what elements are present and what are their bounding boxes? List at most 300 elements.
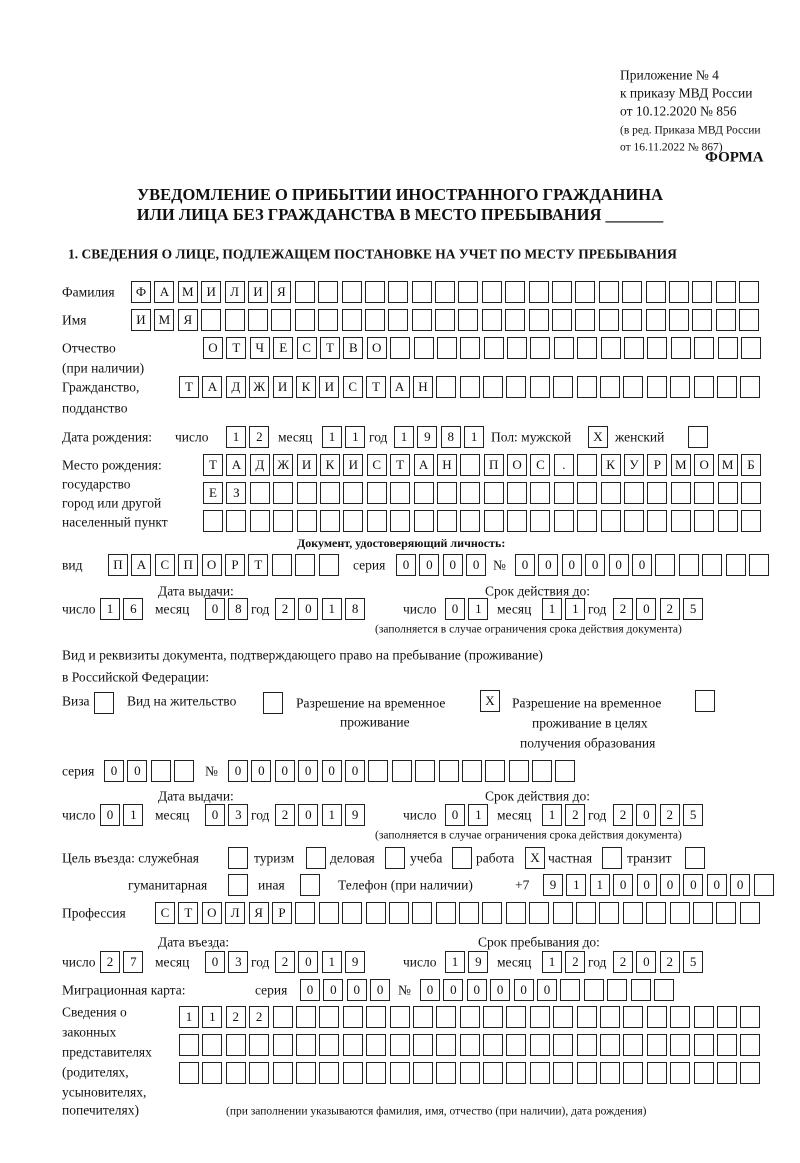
char-cell[interactable]: 2	[565, 804, 585, 826]
char-cell[interactable]: 5	[683, 598, 703, 620]
birth-year-field[interactable]	[394, 426, 488, 448]
char-cell[interactable]	[249, 1034, 269, 1056]
char-cell[interactable]	[575, 309, 595, 331]
char-cell[interactable]: 2	[660, 598, 680, 620]
char-cell[interactable]: И	[319, 376, 339, 398]
char-cell[interactable]	[392, 760, 412, 782]
char-cell[interactable]	[366, 1006, 386, 1028]
char-cell[interactable]: 0	[104, 760, 124, 782]
char-cell[interactable]	[607, 979, 627, 1001]
char-cell[interactable]	[552, 281, 572, 303]
char-cell[interactable]	[437, 337, 457, 359]
char-cell[interactable]: 1	[468, 598, 488, 620]
char-cell[interactable]	[647, 337, 667, 359]
char-cell[interactable]: С	[343, 376, 363, 398]
char-cell[interactable]	[669, 281, 689, 303]
char-cell[interactable]	[439, 760, 459, 782]
purpose-work-checkbox[interactable]	[525, 847, 548, 869]
char-cell[interactable]	[174, 760, 194, 782]
char-cell[interactable]	[390, 1062, 410, 1084]
char-cell[interactable]	[484, 482, 504, 504]
representatives-row-3[interactable]	[179, 1062, 764, 1084]
char-cell[interactable]: 7	[123, 951, 143, 973]
char-cell[interactable]	[365, 309, 385, 331]
char-cell[interactable]: Е	[203, 482, 223, 504]
stay-until-month[interactable]	[542, 951, 589, 973]
char-cell[interactable]: 0	[609, 554, 629, 576]
char-cell[interactable]	[718, 482, 738, 504]
char-cell[interactable]	[343, 1062, 363, 1084]
char-cell[interactable]	[319, 554, 339, 576]
char-cell[interactable]	[226, 1034, 246, 1056]
char-cell[interactable]: 1	[542, 951, 562, 973]
char-cell[interactable]	[390, 1034, 410, 1056]
char-cell[interactable]: 1	[123, 804, 143, 826]
char-cell[interactable]	[413, 1062, 433, 1084]
char-cell[interactable]	[530, 510, 550, 532]
char-cell[interactable]	[226, 510, 246, 532]
char-cell[interactable]: Н	[437, 454, 457, 476]
char-cell[interactable]: Е	[273, 337, 293, 359]
char-cell[interactable]	[623, 1034, 643, 1056]
char-cell[interactable]	[670, 1006, 690, 1028]
char-cell[interactable]	[436, 1062, 456, 1084]
purpose-tourism-checkbox[interactable]	[306, 847, 329, 869]
char-cell[interactable]	[226, 1062, 246, 1084]
char-cell[interactable]: О	[694, 454, 714, 476]
char-cell[interactable]: И	[273, 376, 293, 398]
char-cell[interactable]	[741, 337, 761, 359]
char-cell[interactable]	[600, 1006, 620, 1028]
birth-month-field[interactable]	[322, 426, 369, 448]
char-cell[interactable]	[300, 874, 320, 896]
char-cell[interactable]: М	[154, 309, 174, 331]
char-cell[interactable]	[367, 510, 387, 532]
char-cell[interactable]	[228, 874, 248, 896]
char-cell[interactable]	[623, 1062, 643, 1084]
char-cell[interactable]	[623, 1006, 643, 1028]
char-cell[interactable]: 0	[298, 598, 318, 620]
char-cell[interactable]	[318, 281, 338, 303]
char-cell[interactable]: 0	[300, 979, 320, 1001]
char-cell[interactable]	[530, 1062, 550, 1084]
char-cell[interactable]	[506, 1062, 526, 1084]
char-cell[interactable]: С	[155, 902, 175, 924]
char-cell[interactable]	[716, 281, 736, 303]
migration-card-series-field[interactable]	[300, 979, 394, 1001]
char-cell[interactable]: 2	[660, 804, 680, 826]
stay-doc-number-field[interactable]	[228, 760, 579, 782]
char-cell[interactable]	[740, 902, 760, 924]
char-cell[interactable]: 0	[632, 554, 652, 576]
char-cell[interactable]: 0	[298, 804, 318, 826]
char-cell[interactable]: М	[671, 454, 691, 476]
char-cell[interactable]	[342, 309, 362, 331]
char-cell[interactable]: 0	[467, 979, 487, 1001]
char-cell[interactable]	[319, 1034, 339, 1056]
char-cell[interactable]: И	[343, 454, 363, 476]
char-cell[interactable]: К	[601, 454, 621, 476]
char-cell[interactable]: 2	[249, 1006, 269, 1028]
char-cell[interactable]	[485, 760, 505, 782]
char-cell[interactable]	[692, 281, 712, 303]
char-cell[interactable]: А	[390, 376, 410, 398]
char-cell[interactable]: 1	[468, 804, 488, 826]
char-cell[interactable]	[741, 482, 761, 504]
char-cell[interactable]: X	[525, 847, 545, 869]
char-cell[interactable]: Т	[179, 376, 199, 398]
char-cell[interactable]: Д	[250, 454, 270, 476]
char-cell[interactable]: 0	[683, 874, 703, 896]
char-cell[interactable]: 0	[419, 554, 439, 576]
char-cell[interactable]	[688, 426, 708, 448]
char-cell[interactable]	[320, 482, 340, 504]
char-cell[interactable]	[273, 1034, 293, 1056]
char-cell[interactable]	[151, 760, 171, 782]
char-cell[interactable]: 0	[445, 598, 465, 620]
char-cell[interactable]: Ж	[273, 454, 293, 476]
char-cell[interactable]: 2	[249, 426, 269, 448]
char-cell[interactable]	[271, 309, 291, 331]
char-cell[interactable]: 2	[100, 951, 120, 973]
char-cell[interactable]	[368, 760, 388, 782]
char-cell[interactable]: Ф	[131, 281, 151, 303]
char-cell[interactable]	[225, 309, 245, 331]
char-cell[interactable]: А	[202, 376, 222, 398]
char-cell[interactable]: 1	[202, 1006, 222, 1028]
char-cell[interactable]	[530, 337, 550, 359]
char-cell[interactable]	[577, 1062, 597, 1084]
purpose-transit-checkbox[interactable]	[685, 847, 708, 869]
char-cell[interactable]: 1	[542, 598, 562, 620]
char-cell[interactable]	[530, 482, 550, 504]
char-cell[interactable]: Р	[225, 554, 245, 576]
char-cell[interactable]	[577, 454, 597, 476]
sex-female-checkbox[interactable]	[688, 426, 711, 448]
char-cell[interactable]	[319, 1006, 339, 1028]
char-cell[interactable]	[647, 482, 667, 504]
char-cell[interactable]: 0	[613, 874, 633, 896]
char-cell[interactable]	[575, 281, 595, 303]
char-cell[interactable]: 0	[345, 760, 365, 782]
char-cell[interactable]: 0	[205, 598, 225, 620]
char-cell[interactable]	[671, 482, 691, 504]
char-cell[interactable]: 9	[345, 951, 365, 973]
char-cell[interactable]	[273, 1062, 293, 1084]
char-cell[interactable]: X	[480, 690, 500, 712]
char-cell[interactable]	[599, 281, 619, 303]
char-cell[interactable]	[296, 1034, 316, 1056]
char-cell[interactable]	[553, 1062, 573, 1084]
char-cell[interactable]: П	[178, 554, 198, 576]
char-cell[interactable]	[436, 376, 456, 398]
char-cell[interactable]: С	[297, 337, 317, 359]
char-cell[interactable]	[250, 482, 270, 504]
char-cell[interactable]	[694, 510, 714, 532]
purpose-other-checkbox[interactable]	[300, 874, 323, 896]
char-cell[interactable]	[201, 309, 221, 331]
entry-year[interactable]	[275, 951, 369, 973]
char-cell[interactable]: 0	[585, 554, 605, 576]
char-cell[interactable]	[584, 979, 604, 1001]
char-cell[interactable]	[436, 1006, 456, 1028]
char-cell[interactable]	[295, 281, 315, 303]
stay-doc-valid-month[interactable]	[542, 804, 589, 826]
char-cell[interactable]	[740, 376, 760, 398]
char-cell[interactable]	[412, 309, 432, 331]
char-cell[interactable]	[560, 979, 580, 1001]
char-cell[interactable]: 8	[228, 598, 248, 620]
char-cell[interactable]	[509, 760, 529, 782]
char-cell[interactable]	[435, 309, 455, 331]
char-cell[interactable]	[320, 510, 340, 532]
char-cell[interactable]: Т	[320, 337, 340, 359]
char-cell[interactable]	[460, 376, 480, 398]
char-cell[interactable]	[458, 281, 478, 303]
char-cell[interactable]	[654, 979, 674, 1001]
char-cell[interactable]: 2	[275, 598, 295, 620]
char-cell[interactable]	[631, 979, 651, 1001]
char-cell[interactable]	[647, 376, 667, 398]
name-field[interactable]	[131, 309, 763, 331]
char-cell[interactable]	[754, 874, 774, 896]
char-cell[interactable]	[692, 309, 712, 331]
char-cell[interactable]	[739, 281, 759, 303]
char-cell[interactable]	[390, 482, 410, 504]
char-cell[interactable]	[702, 554, 722, 576]
char-cell[interactable]	[601, 337, 621, 359]
char-cell[interactable]: 1	[322, 951, 342, 973]
char-cell[interactable]	[553, 1034, 573, 1056]
char-cell[interactable]: Т	[203, 454, 223, 476]
entry-month[interactable]	[205, 951, 252, 973]
char-cell[interactable]	[296, 1062, 316, 1084]
char-cell[interactable]: 1	[445, 951, 465, 973]
visa-checkbox[interactable]	[94, 692, 117, 714]
char-cell[interactable]	[577, 510, 597, 532]
char-cell[interactable]: 1	[322, 426, 342, 448]
char-cell[interactable]: К	[296, 376, 316, 398]
char-cell[interactable]: 1	[179, 1006, 199, 1028]
char-cell[interactable]	[679, 554, 699, 576]
char-cell[interactable]: П	[108, 554, 128, 576]
char-cell[interactable]	[671, 337, 691, 359]
char-cell[interactable]	[365, 281, 385, 303]
char-cell[interactable]	[739, 309, 759, 331]
char-cell[interactable]: 1	[394, 426, 414, 448]
char-cell[interactable]	[437, 482, 457, 504]
char-cell[interactable]	[366, 1062, 386, 1084]
representatives-row-2[interactable]	[179, 1034, 764, 1056]
char-cell[interactable]: И	[201, 281, 221, 303]
char-cell[interactable]: 1	[322, 804, 342, 826]
id-doc-issue-month[interactable]	[205, 598, 252, 620]
stay-until-day[interactable]	[445, 951, 492, 973]
char-cell[interactable]: С	[530, 454, 550, 476]
char-cell[interactable]	[694, 337, 714, 359]
char-cell[interactable]	[694, 1006, 714, 1028]
char-cell[interactable]	[483, 376, 503, 398]
char-cell[interactable]: 0	[660, 874, 680, 896]
char-cell[interactable]	[342, 902, 362, 924]
char-cell[interactable]	[273, 1006, 293, 1028]
char-cell[interactable]: 0	[205, 951, 225, 973]
char-cell[interactable]: О	[202, 554, 222, 576]
char-cell[interactable]: М	[718, 454, 738, 476]
char-cell[interactable]	[460, 482, 480, 504]
char-cell[interactable]	[554, 482, 574, 504]
id-doc-valid-month[interactable]	[542, 598, 589, 620]
char-cell[interactable]: 0	[275, 760, 295, 782]
char-cell[interactable]	[694, 1034, 714, 1056]
char-cell[interactable]: Р	[272, 902, 292, 924]
char-cell[interactable]	[297, 482, 317, 504]
char-cell[interactable]: 5	[683, 951, 703, 973]
char-cell[interactable]	[414, 510, 434, 532]
char-cell[interactable]: 0	[514, 979, 534, 1001]
char-cell[interactable]	[577, 1006, 597, 1028]
char-cell[interactable]	[695, 690, 715, 712]
char-cell[interactable]	[716, 902, 736, 924]
char-cell[interactable]: Л	[225, 902, 245, 924]
char-cell[interactable]: 2	[613, 951, 633, 973]
char-cell[interactable]	[717, 376, 737, 398]
char-cell[interactable]: Р	[647, 454, 667, 476]
char-cell[interactable]: 1	[566, 874, 586, 896]
char-cell[interactable]: 1	[322, 598, 342, 620]
char-cell[interactable]	[452, 847, 472, 869]
char-cell[interactable]	[482, 309, 502, 331]
char-cell[interactable]: О	[203, 337, 223, 359]
char-cell[interactable]: 0	[298, 760, 318, 782]
char-cell[interactable]: 0	[445, 804, 465, 826]
char-cell[interactable]	[483, 1006, 503, 1028]
char-cell[interactable]	[390, 1006, 410, 1028]
char-cell[interactable]: Т	[390, 454, 410, 476]
char-cell[interactable]	[202, 1062, 222, 1084]
char-cell[interactable]: 8	[345, 598, 365, 620]
char-cell[interactable]: 0	[127, 760, 147, 782]
char-cell[interactable]: 3	[228, 804, 248, 826]
char-cell[interactable]	[740, 1034, 760, 1056]
char-cell[interactable]	[296, 1006, 316, 1028]
char-cell[interactable]	[553, 902, 573, 924]
char-cell[interactable]	[483, 1034, 503, 1056]
char-cell[interactable]: .	[554, 454, 574, 476]
char-cell[interactable]: А	[154, 281, 174, 303]
char-cell[interactable]	[505, 281, 525, 303]
char-cell[interactable]	[248, 309, 268, 331]
birth-place-row-1[interactable]	[203, 454, 764, 476]
char-cell[interactable]: 0	[347, 979, 367, 1001]
char-cell[interactable]: X	[588, 426, 608, 448]
surname-field[interactable]	[131, 281, 763, 303]
char-cell[interactable]	[343, 482, 363, 504]
char-cell[interactable]: 2	[275, 804, 295, 826]
char-cell[interactable]	[600, 376, 620, 398]
char-cell[interactable]	[646, 281, 666, 303]
char-cell[interactable]	[390, 337, 410, 359]
char-cell[interactable]	[622, 309, 642, 331]
char-cell[interactable]: 0	[420, 979, 440, 1001]
char-cell[interactable]	[624, 337, 644, 359]
char-cell[interactable]: Ч	[250, 337, 270, 359]
char-cell[interactable]	[343, 510, 363, 532]
char-cell[interactable]	[716, 309, 736, 331]
char-cell[interactable]	[228, 847, 248, 869]
char-cell[interactable]	[412, 281, 432, 303]
char-cell[interactable]: 1	[542, 804, 562, 826]
char-cell[interactable]	[647, 1062, 667, 1084]
char-cell[interactable]: 1	[226, 426, 246, 448]
char-cell[interactable]	[600, 1062, 620, 1084]
trp-checkbox[interactable]	[480, 690, 503, 712]
char-cell[interactable]	[601, 482, 621, 504]
id-doc-number-field[interactable]	[515, 554, 772, 576]
char-cell[interactable]	[202, 1034, 222, 1056]
char-cell[interactable]	[553, 376, 573, 398]
char-cell[interactable]	[203, 510, 223, 532]
char-cell[interactable]	[250, 510, 270, 532]
char-cell[interactable]	[577, 337, 597, 359]
char-cell[interactable]	[669, 309, 689, 331]
char-cell[interactable]	[343, 1006, 363, 1028]
char-cell[interactable]: 0	[636, 951, 656, 973]
char-cell[interactable]	[414, 337, 434, 359]
char-cell[interactable]	[529, 902, 549, 924]
char-cell[interactable]	[670, 1062, 690, 1084]
char-cell[interactable]	[655, 554, 675, 576]
char-cell[interactable]	[273, 482, 293, 504]
char-cell[interactable]	[388, 281, 408, 303]
char-cell[interactable]: И	[297, 454, 317, 476]
char-cell[interactable]	[749, 554, 769, 576]
char-cell[interactable]	[484, 337, 504, 359]
char-cell[interactable]	[389, 902, 409, 924]
char-cell[interactable]: 0	[636, 598, 656, 620]
birth-place-row-2[interactable]	[203, 482, 764, 504]
stay-doc-issue-day[interactable]	[100, 804, 147, 826]
char-cell[interactable]: 0	[515, 554, 535, 576]
char-cell[interactable]	[600, 1034, 620, 1056]
char-cell[interactable]	[685, 847, 705, 869]
char-cell[interactable]: 5	[683, 804, 703, 826]
char-cell[interactable]	[506, 902, 526, 924]
char-cell[interactable]	[318, 309, 338, 331]
char-cell[interactable]	[647, 1006, 667, 1028]
char-cell[interactable]	[366, 902, 386, 924]
char-cell[interactable]: 0	[443, 554, 463, 576]
char-cell[interactable]	[554, 510, 574, 532]
id-doc-issue-year[interactable]	[275, 598, 369, 620]
char-cell[interactable]: Д	[226, 376, 246, 398]
char-cell[interactable]: 0	[100, 804, 120, 826]
birth-day-field[interactable]	[226, 426, 273, 448]
purpose-humanitarian-checkbox[interactable]	[228, 874, 251, 896]
char-cell[interactable]	[671, 510, 691, 532]
char-cell[interactable]	[249, 1062, 269, 1084]
char-cell[interactable]	[623, 376, 643, 398]
char-cell[interactable]	[599, 309, 619, 331]
char-cell[interactable]: 6	[123, 598, 143, 620]
char-cell[interactable]	[507, 510, 527, 532]
char-cell[interactable]: 1	[345, 426, 365, 448]
char-cell[interactable]	[306, 847, 326, 869]
char-cell[interactable]: А	[131, 554, 151, 576]
char-cell[interactable]	[741, 510, 761, 532]
char-cell[interactable]	[726, 554, 746, 576]
char-cell[interactable]: 9	[417, 426, 437, 448]
